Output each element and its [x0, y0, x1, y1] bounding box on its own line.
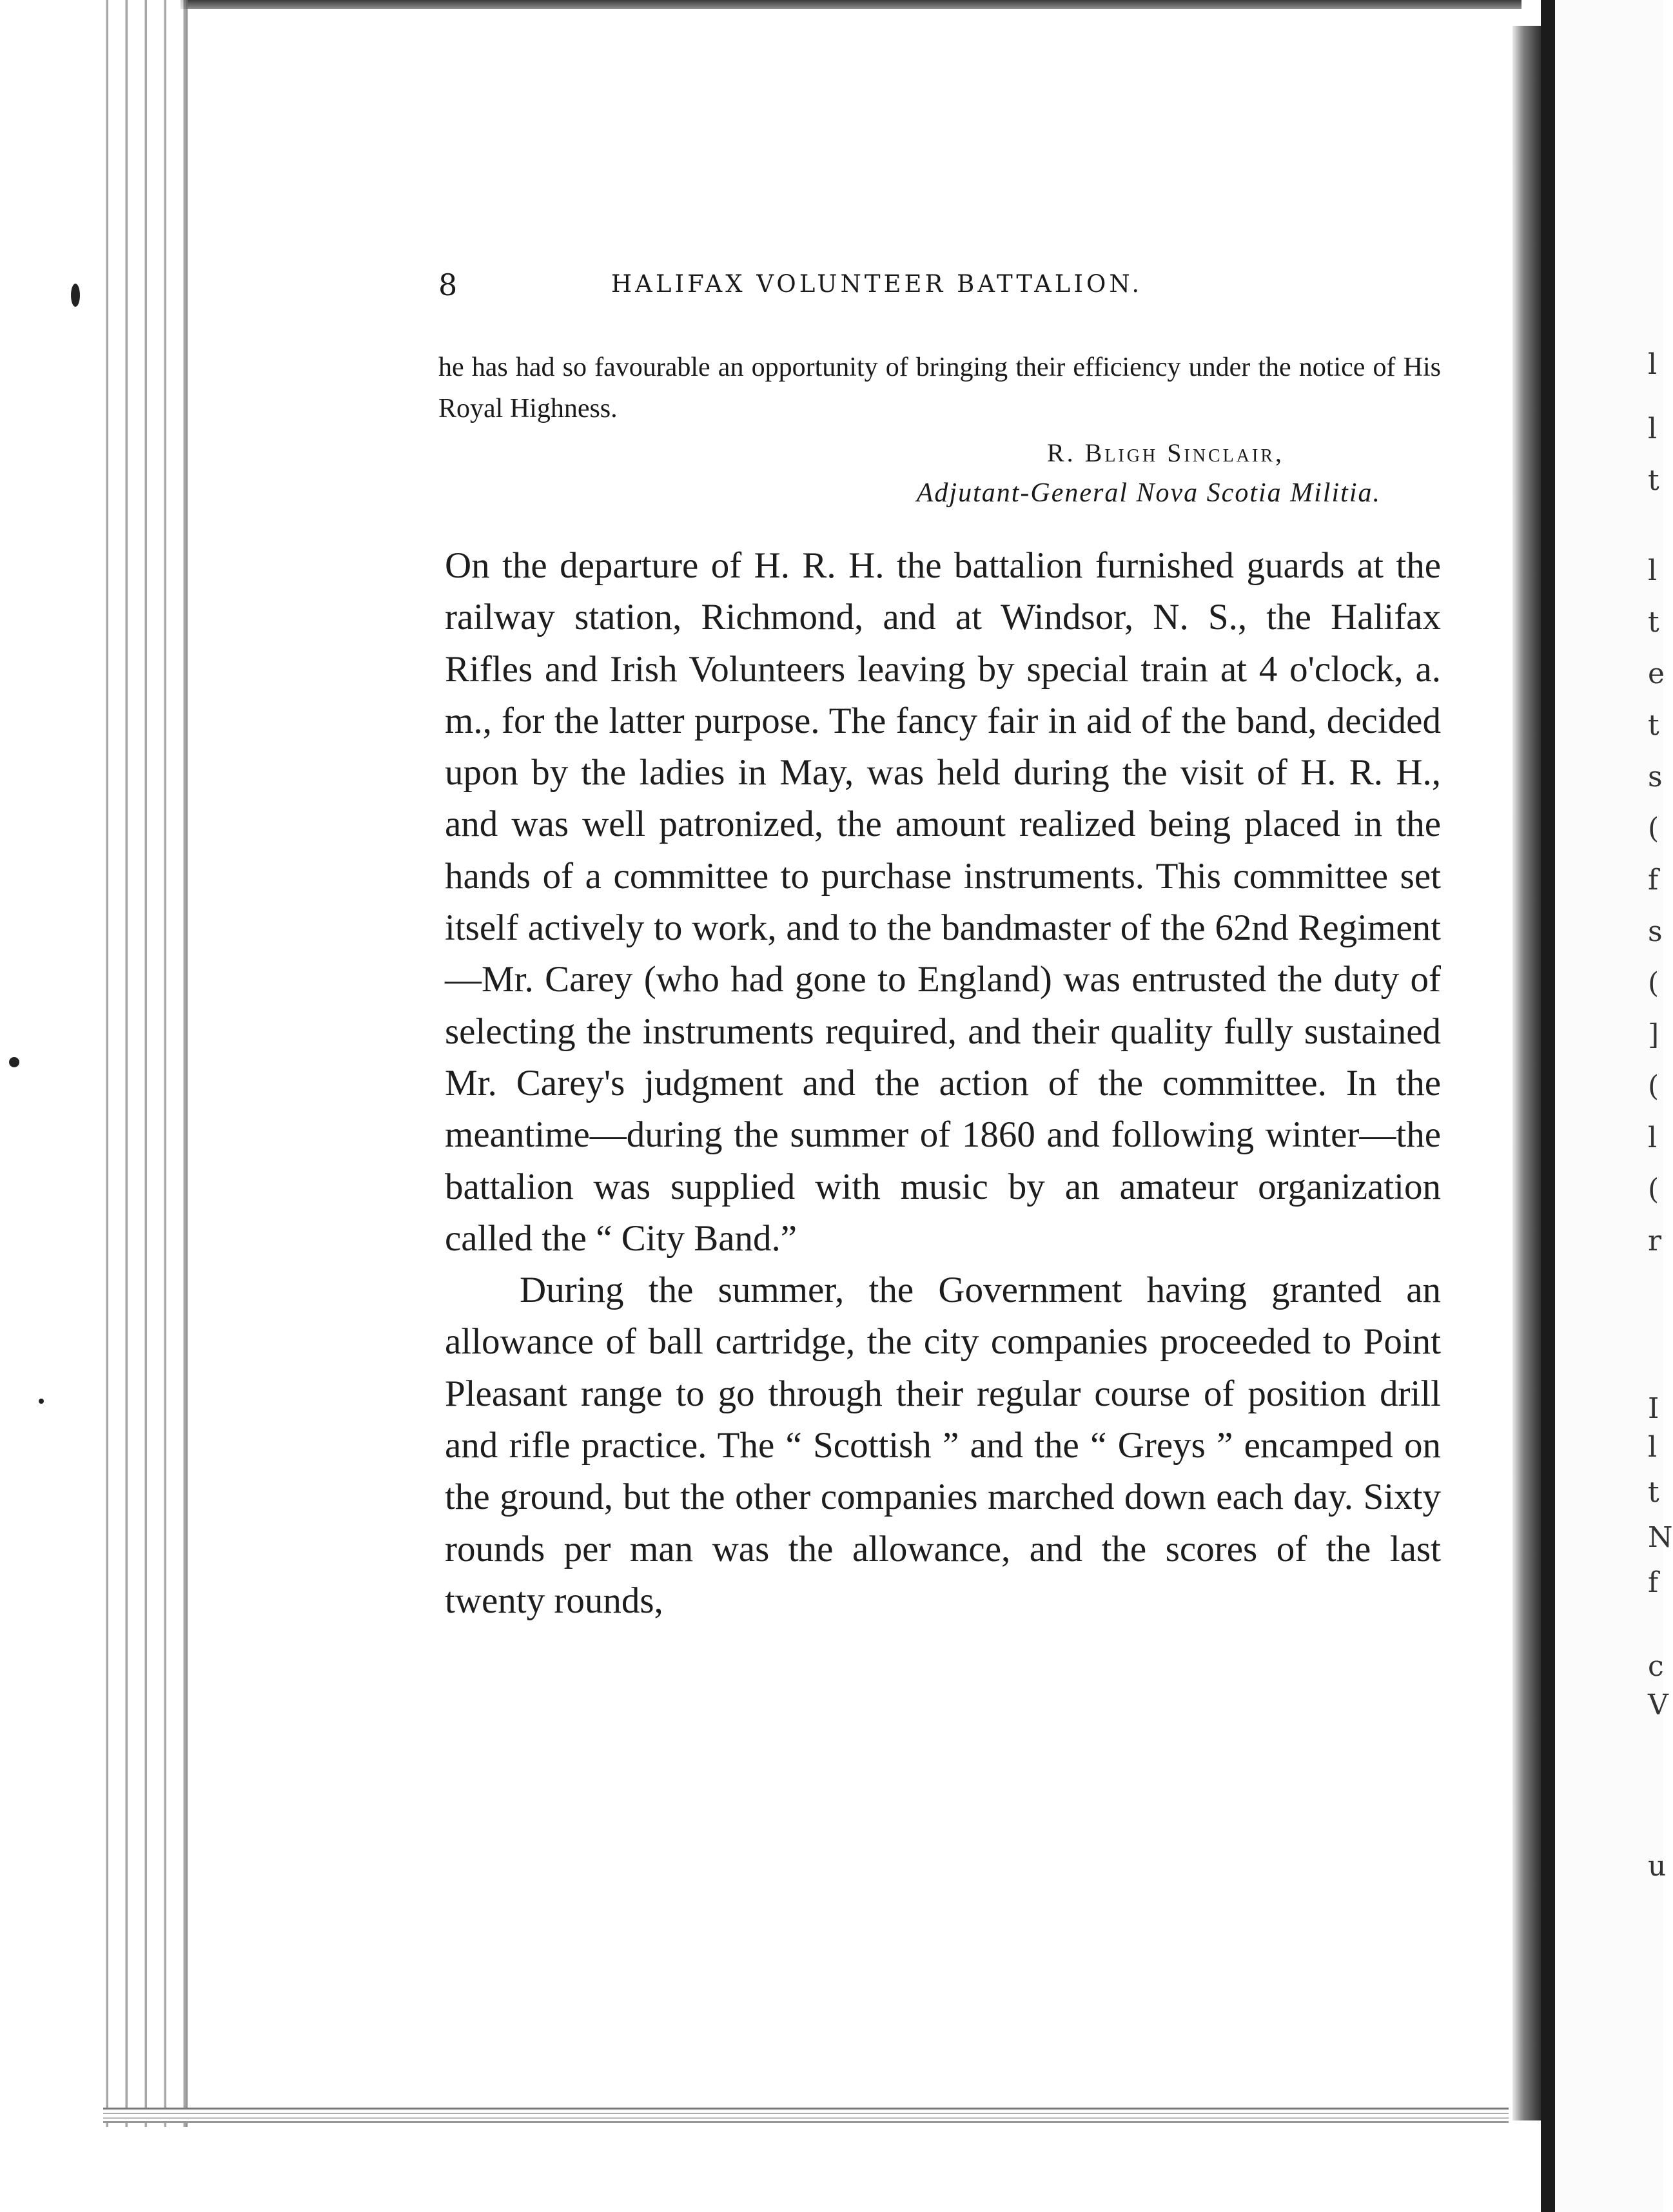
facing-fragment: r — [1648, 1225, 1662, 1257]
facing-fragment: s — [1648, 915, 1663, 948]
letter-closing — [438, 347, 1441, 429]
spine-shadow — [1512, 26, 1541, 2120]
facing-fragment: ( — [1648, 812, 1659, 845]
facing-fragment: u — [1648, 1850, 1667, 1883]
facing-fragment: I — [1648, 1392, 1659, 1425]
facing-fragment: ( — [1648, 967, 1659, 1000]
book-gutter — [1541, 0, 1555, 2212]
page-stack-bottom-edge — [103, 2108, 1509, 2123]
page-stack-edge — [89, 0, 188, 2127]
facing-fragment: l — [1648, 412, 1658, 445]
facing-fragment: l — [1648, 1431, 1658, 1464]
scan-speck — [9, 1057, 19, 1067]
body-paragraph: On the departure of H. R. H. the battalion furnished guards at the railway station, Richmond, and at Windsor, N. S., the Halifax Rifles and Irish Volunteers leaving by special train at 4 o'clock, a. m., for the latter purpose. The fancy fair in aid of the band, decided upon by the ladies in May, was held during the visit of H. R. H., and was well patronized, the amount realized being placed in the hands of a committee to purchase instruments. This committee set itself actively to work, and to the bandmaster of the 62nd Regiment—Mr. Carey (who had gone to England) was entrusted the duty of selecting the instruments required, and their quality fully sustained Mr. Carey's judgment and the action of the committee. In the meantime—during the summer of 1860 and following winter—the battalion was supplied with music by an amateur organization called the “ City Band.” — [445, 545, 1441, 1259]
running-head: HALIFAX VOLUNTEER BATTALION. — [611, 270, 1143, 298]
scan-speck — [71, 284, 80, 307]
facing-fragment: t — [1648, 709, 1659, 742]
page-header — [438, 267, 1257, 306]
body-text — [445, 540, 1441, 1627]
page-number: 8 — [438, 267, 458, 302]
letter-signature — [438, 433, 1381, 513]
facing-fragment: t — [1648, 1476, 1659, 1509]
scan-speck — [39, 1399, 44, 1404]
page-top-edge — [181, 0, 1521, 9]
facing-fragment: l — [1648, 1121, 1658, 1154]
signatory-title: Adjutant-General Nova Scotia Militia. — [916, 478, 1381, 508]
facing-fragment: ( — [1648, 1173, 1659, 1206]
facing-fragment: s — [1648, 761, 1663, 793]
facing-fragment: c — [1648, 1650, 1664, 1683]
facing-fragment: e — [1648, 657, 1665, 690]
facing-fragment: f — [1648, 1566, 1659, 1599]
facing-fragment: l — [1648, 348, 1658, 381]
facing-fragment: ( — [1648, 1070, 1659, 1103]
facing-fragment: t — [1648, 464, 1659, 497]
facing-fragment: ] — [1648, 1018, 1659, 1051]
facing-fragment: t — [1648, 606, 1659, 639]
facing-fragment: V — [1648, 1689, 1668, 1722]
facing-fragment: f — [1648, 864, 1659, 897]
facing-page — [1555, 0, 1663, 2212]
signatory-name: R. Bligh Sinclair, — [1046, 438, 1284, 467]
facing-fragment: l — [1648, 554, 1658, 587]
body-paragraph: During the summer, the Government having granted an allowance of ball cartridge, the city companies proceeded to Point Pleasant range to go through their regular course of position drill and rifle practice. The “ Scottish ” and the “ Greys ” encamped on the ground, but the other companies marched down each day. Sixty rounds per man was the allowance, and the scores of the last twenty rounds, — [445, 1270, 1441, 1621]
facing-fragment: N — [1648, 1521, 1673, 1554]
letter-closing-text: he has had so favourable an opportunity of bringing their efficiency under the notice of His Royal Highness. — [438, 353, 1441, 423]
